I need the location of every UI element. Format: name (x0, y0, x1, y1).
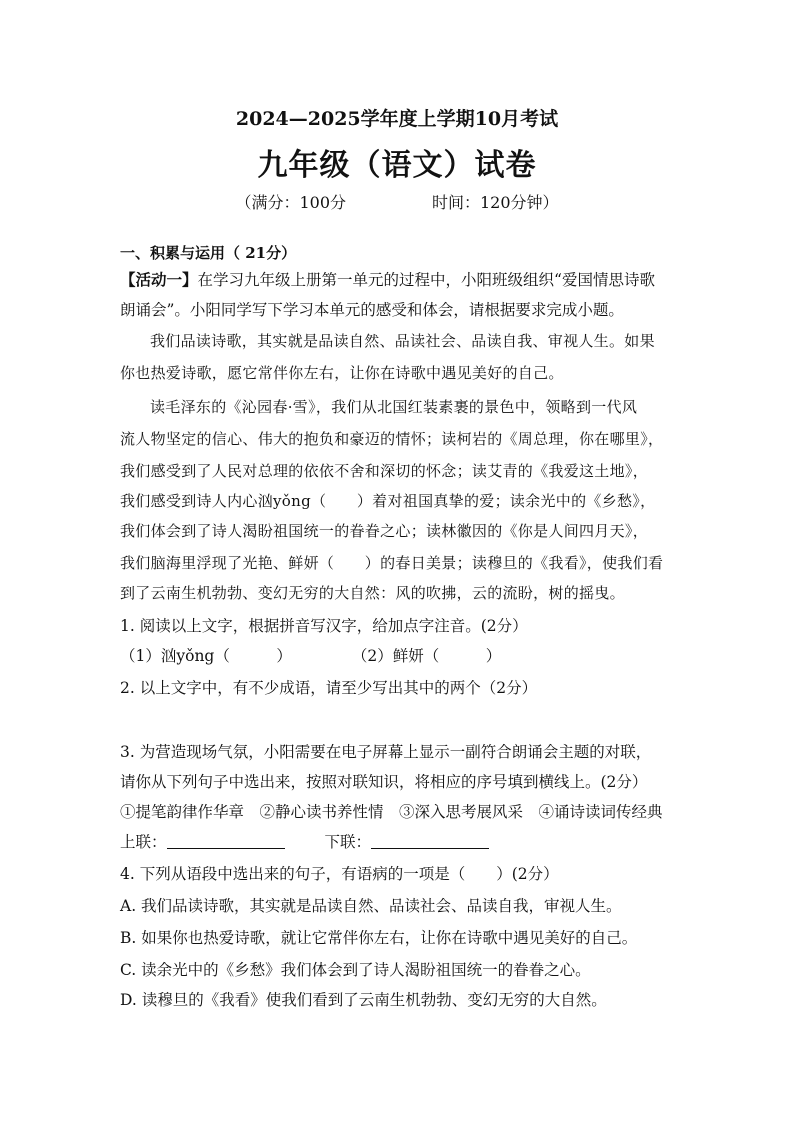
exam-info (0, 190, 794, 213)
upper-couplet-label: 上联： (120, 833, 167, 851)
question-4: 4. 下列从语段中选出来的句子，有语病的一项是（ ）(2分） (120, 865, 559, 883)
question-4-option-b: B. 如果你也热爱诗歌，就让它常伴你左右，让你在诗歌中遇见美好的自己。 (120, 929, 638, 947)
question-4-option-c: C. 读余光中的《乡愁》我们体会到了诗人渴盼祖国统一的眷眷之心。 (120, 961, 591, 979)
lower-couplet-label: 下联： (324, 833, 372, 851)
upper-couplet-blank[interactable] (167, 833, 285, 849)
section-heading: 一、积累与运用（ 21分） (120, 244, 297, 262)
lower-couplet-blank[interactable] (371, 833, 489, 849)
activity-intro-line-2: 朗诵会”。小阳同学写下学习本单元的感受和体会，请根据要求完成小题。 (120, 301, 624, 319)
passage-line: 我们感受到了人民对总理的依依不舍和深切的怀念；读艾青的《我爱这土地》， (120, 462, 649, 480)
passage-line: 我们品读诗歌，其实就是品读自然、品读社会、品读自我、审视人生。如果 (150, 332, 655, 350)
passage-line: 读毛泽东的《沁园春·雪》，我们从北国红装素裹的景色中，领略到一代风 (150, 398, 638, 416)
question-1-items (120, 644, 501, 666)
question-2: 2. 以上文字中，有不少成语，请至少写出其中的两个（2分） (120, 679, 538, 697)
question-1-part-b: （2）鲜妍（ ） (351, 647, 502, 665)
passage-line: 我们脑海里浮现了光艳、鲜妍（ ）的春日美景；读穆旦的《我看》，使我们看 (120, 554, 664, 572)
question-4-option-d: D. 读穆旦的《我看》使我们看到了云南生机勃勃、变幻无穷的大自然。 (120, 991, 607, 1009)
passage-line: 我们感受到诗人内心汹yǒng（ ）着对祖国真挚的爱；读余光中的《乡愁》， (120, 492, 656, 510)
activity-label: 【活动一】 (120, 270, 198, 289)
question-1-part-a: （1）汹yǒng（ ） (120, 647, 292, 665)
passage-line: 你也热爱诗歌，愿它常伴你左右，让你在诗歌中遇见美好的自己。 (120, 364, 564, 382)
question-3-options: ①提笔韵律作华章 ②静心读书养性情 ③深入思考展风采 ④诵诗读词传经典 (120, 803, 663, 821)
passage-line: 流人物坚定的信心、伟大的抱负和豪迈的情怀；读柯岩的《周总理，你在哪里》， (120, 430, 664, 448)
question-3-line-1: 3. 为营造现场气氛，小阳需要在电子屏幕上显示一副符合朗诵会主题的对联， (120, 743, 652, 761)
question-4-option-a: A. 我们品读诗歌，其实就是品读自然、品读社会、品读自我，审视人生。 (120, 897, 622, 915)
question-1: 1. 阅读以上文字，根据拼音写汉字，给加点字注音。(2分） (120, 617, 528, 635)
couplet-answer-row (120, 830, 489, 852)
exam-time: 时间：120分钟） (432, 193, 559, 212)
passage-line: 到了云南生机勃勃、变幻无穷的大自然：风的吹拂，云的流盼，树的摇曳。 (120, 584, 625, 602)
exam-title: 2024—2025学年度上学期10月考试 (235, 108, 559, 130)
passage-line: 我们体会到了诗人渴盼祖国统一的眷眷之心；读林徽因的《你是人间四月天》， (120, 522, 649, 540)
activity-intro-line-1: 【活动一】在学习九年级上册第一单元的过程中，小阳班级组织“爱国情思诗歌 (120, 270, 655, 289)
full-score: （满分：100分 (235, 193, 346, 212)
question-3-line-2: 请你从下列句子中选出来，按照对联知识，将相应的序号填到横线上。(2分） (120, 773, 648, 791)
paper-title: 九年级（语文）试卷 (257, 148, 537, 183)
